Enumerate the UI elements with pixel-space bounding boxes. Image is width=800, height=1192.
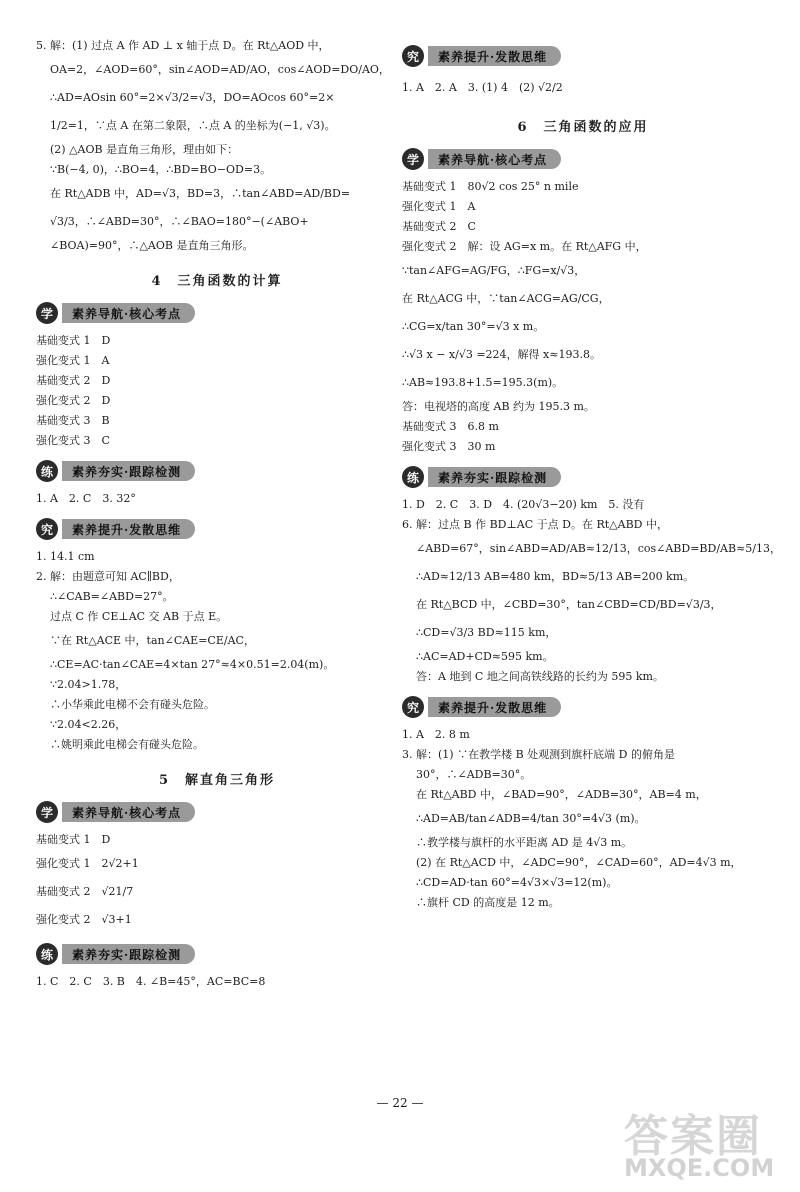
section-badge-jiu xyxy=(36,517,398,541)
badge-label: 素养夯实·跟踪检测 xyxy=(62,944,195,964)
answer-line: 1. A 2. 8 m xyxy=(402,728,470,741)
answer-line: ∴CE=AC·tan∠CAE=4×tan 27°≈4×0.51=2.04(m)。 xyxy=(50,658,335,671)
answer-line: ∴CD=AD·tan 60°=4√3×√3=12(m)。 xyxy=(416,876,618,889)
left-column xyxy=(36,36,398,992)
section-badge-lian xyxy=(36,942,398,966)
lian-badge-icon: 练 xyxy=(402,466,424,488)
answer-line: ∵2.04<2.26， xyxy=(50,718,127,731)
answer-line: 30°，∴∠ADB=30°。 xyxy=(416,768,532,781)
section-badge-xue xyxy=(402,147,764,171)
section-badge-lian xyxy=(402,465,764,489)
answer-line: 基础变式 3 B xyxy=(36,414,110,427)
lian-badge-icon: 练 xyxy=(36,460,58,482)
answer-line: 基础变式 2 D xyxy=(36,374,111,387)
answer-line: 1. A 2. A 3. (1) 4 (2) √2/2 xyxy=(402,81,563,94)
answer-line: 3. 解：(1) ∵在教学楼 B 处观测到旗杆底端 D 的俯角是 xyxy=(402,748,675,761)
section-badge-jiu xyxy=(402,44,764,68)
watermark-url: MXQE.COM xyxy=(624,1154,775,1182)
answer-line: 在 Rt△ABD 中，∠BAD=90°，∠ADB=30°，AB=4 m， xyxy=(416,788,707,801)
badge-label: 素养提升·发散思维 xyxy=(428,697,561,717)
solution-line: √3/3，∴∠ABD=30°，∴∠BAO=180°−(∠ABO+ xyxy=(50,215,309,228)
xue-badge-icon: 学 xyxy=(402,148,424,170)
answer-line: 答：电视塔的高度 AB 约为 195.3 m。 xyxy=(402,400,595,413)
badge-label: 素养导航·核心考点 xyxy=(428,149,561,169)
section-badge-xue xyxy=(36,301,398,325)
answer-line: ∴AD≈12/13 AB=480 km，BD≈5/13 AB=200 km。 xyxy=(416,570,695,583)
section-badge-jiu xyxy=(402,695,764,719)
solution-line: ∠BOA)=90°，∴△AOB 是直角三角形。 xyxy=(50,239,254,252)
answer-line: (2) 在 Rt△ACD 中，∠ADC=90°，∠CAD=60°，AD=4√3 m， xyxy=(416,856,742,869)
answer-line: 1. C 2. C 3. B 4. ∠B=45°，AC=BC=8 xyxy=(36,975,266,988)
answer-line: 强化变式 1 2√2+1 xyxy=(36,857,139,870)
answer-line: 基础变式 1 D xyxy=(36,334,111,347)
answer-line: 强化变式 1 A xyxy=(36,354,110,367)
answer-line: 过点 C 作 CE⊥AC 交 AB 于点 E。 xyxy=(50,610,228,623)
badge-label: 素养导航·核心考点 xyxy=(62,802,195,822)
badge-label: 素养导航·核心考点 xyxy=(62,303,195,323)
answer-line: ∴姚明乘此电梯会有碰头危险。 xyxy=(50,738,204,751)
answer-line: 基础变式 2 √21/7 xyxy=(36,885,134,898)
answer-line: 1. A 2. C 3. 32° xyxy=(36,492,136,505)
right-column xyxy=(402,36,781,913)
lian-badge-icon: 练 xyxy=(36,943,58,965)
section-badge-lian xyxy=(36,459,398,483)
answer-line: 强化变式 2 D xyxy=(36,394,111,407)
answer-line: ∴AC=AD+CD≈595 km。 xyxy=(416,650,554,663)
solution-line: 1/2=1，∵点 A 在第二象限，∴点 A 的坐标为(−1, √3)。 xyxy=(50,119,336,132)
answer-line: ∴√3 x − x/√3 =224，解得 x≈193.8。 xyxy=(402,348,601,361)
answer-line: ∴CG=x/tan 30°=√3 x m。 xyxy=(402,320,545,333)
xue-badge-icon: 学 xyxy=(36,801,58,823)
answer-line: ∴CD=√3/3 BD≈115 km， xyxy=(416,626,557,639)
section-title: 4 三角函数的计算 xyxy=(151,274,283,289)
jiu-badge-icon: 究 xyxy=(402,45,424,67)
answer-line: 强化变式 3 C xyxy=(36,434,110,447)
answer-line: 强化变式 2 √3+1 xyxy=(36,913,132,926)
answer-line: ∴旗杆 CD 的高度是 12 m。 xyxy=(416,896,560,909)
answer-line: ∵在 Rt△ACE 中，tan∠CAE=CE/AC， xyxy=(50,634,255,647)
badge-label: 素养夯实·跟踪检测 xyxy=(62,461,195,481)
answer-line: 强化变式 2 解：设 AG=x m。在 Rt△AFG 中， xyxy=(402,240,647,253)
page-number: — 22 — xyxy=(376,1096,424,1110)
solution-line: OA=2，∠AOD=60°，sin∠AOD=AD/AO，cos∠AOD=DO/AO， xyxy=(50,63,390,76)
answer-line: ∵2.04>1.78， xyxy=(50,678,127,691)
answer-line: 基础变式 3 6.8 m xyxy=(402,420,499,433)
section-title: 6 三角函数的应用 xyxy=(517,120,649,135)
answer-line: ∴小华乘此电梯不会有碰头危险。 xyxy=(50,698,215,711)
answer-line: ∴AB≈193.8+1.5=195.3(m)。 xyxy=(402,376,564,389)
answer-line: ∴教学楼与旗杆的水平距离 AD 是 4√3 m。 xyxy=(416,836,633,849)
answer-line: 基础变式 2 C xyxy=(402,220,476,233)
answer-line: 在 Rt△ACG 中，∵tan∠ACG=AG/CG， xyxy=(402,292,610,305)
solution-line: ∴AD=AOsin 60°=2×√3/2=√3，DO=AOcos 60°=2× xyxy=(50,91,335,104)
solution-line: (2) △AOB 是直角三角形，理由如下： xyxy=(50,143,239,156)
answer-line: 1. D 2. C 3. D 4. (20√3−20) km 5. 没有 xyxy=(402,498,645,511)
answer-line: 强化变式 3 30 m xyxy=(402,440,496,453)
answer-line: 基础变式 1 80√2 cos 25° n mile xyxy=(402,180,579,193)
answer-line: 1. 14.1 cm xyxy=(36,550,95,563)
section-badge-xue xyxy=(36,800,398,824)
xue-badge-icon: 学 xyxy=(36,302,58,324)
answer-line: 答：A 地到 C 地之间高铁线路的长约为 595 km。 xyxy=(416,670,664,683)
watermark-logo xyxy=(610,1100,790,1188)
answer-line: 6. 解：过点 B 作 BD⊥AC 于点 D。在 Rt△ABD 中， xyxy=(402,518,668,531)
section-title: 5 解直角三角形 xyxy=(158,773,276,788)
watermark-text: 答案圈 xyxy=(624,1111,762,1162)
answer-line: 基础变式 1 D xyxy=(36,833,111,846)
answer-line: 在 Rt△BCD 中，∠CBD=30°，tan∠CBD=CD/BD=√3/3， xyxy=(416,598,722,611)
solution-line: 5. 解：(1) 过点 A 作 AD ⊥ x 轴于点 D。在 Rt△AOD 中， xyxy=(36,39,330,52)
answer-line: 2. 解：由题意可知 AC∥BD， xyxy=(36,570,180,583)
jiu-badge-icon: 究 xyxy=(402,696,424,718)
solution-line: 在 Rt△ADB 中，AD=√3，BD=3，∴tan∠ABD=AD/BD= xyxy=(50,187,351,200)
answer-line: ∠ABD=67°，sin∠ABD=AD/AB≈12/13，cos∠ABD=BD/AB≈5/13， xyxy=(416,542,781,555)
answer-line: ∴∠CAB=∠ABD=27°。 xyxy=(50,590,174,603)
badge-label: 素养夯实·跟踪检测 xyxy=(428,467,561,487)
jiu-badge-icon: 究 xyxy=(36,518,58,540)
badge-label: 素养提升·发散思维 xyxy=(428,46,561,66)
badge-label: 素养提升·发散思维 xyxy=(62,519,195,539)
answer-line: ∵tan∠AFG=AG/FG，∴FG=x/√3， xyxy=(402,264,586,277)
answer-line: 强化变式 1 A xyxy=(402,200,476,213)
answer-line: ∴AD=AB/tan∠ADB=4/tan 30°=4√3 (m)。 xyxy=(416,812,646,825)
solution-line: ∵B(−4, 0)，∴BO=4，∴BD=BO−OD=3。 xyxy=(50,163,272,176)
